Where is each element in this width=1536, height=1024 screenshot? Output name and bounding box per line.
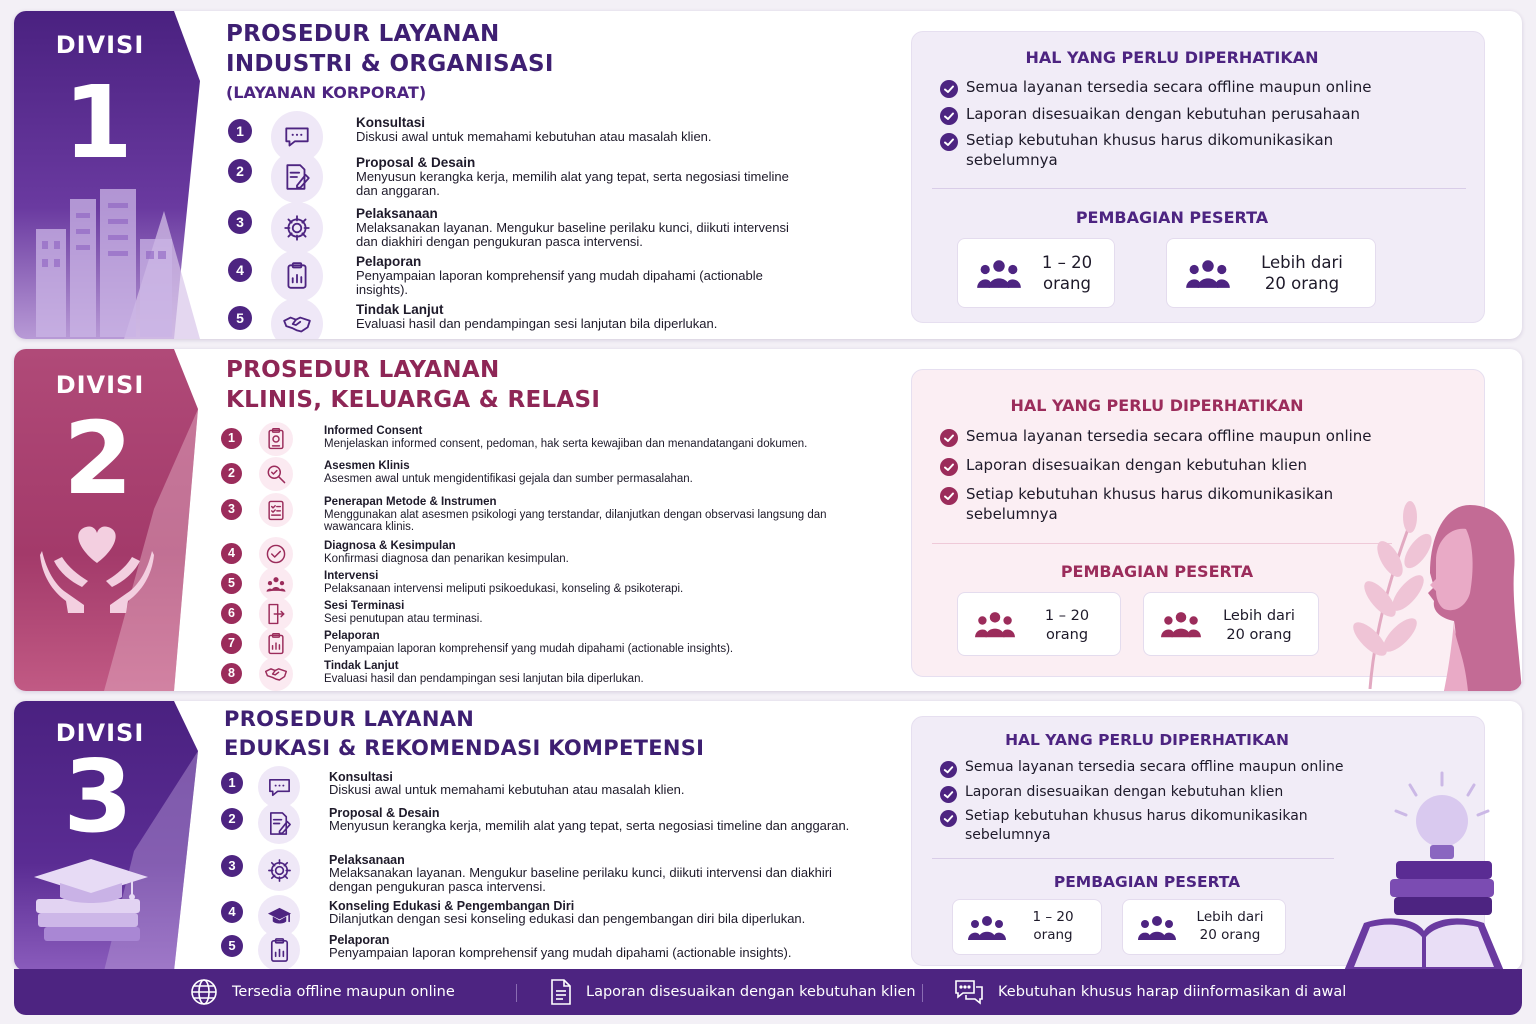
step-title: Tindak Lanjut [324, 660, 399, 672]
handshake-icon-badge [259, 657, 293, 691]
consent-form-icon [264, 427, 288, 451]
participant-line-2: orang [1033, 926, 1073, 943]
step-description: Evaluasi hasil dan pendampingan sesi lanjutan bila diperlukan. [324, 673, 644, 685]
chat-icon [266, 774, 293, 801]
check-icon [940, 458, 958, 476]
division-number: 3 [63, 738, 133, 855]
division-2-banner [14, 349, 200, 691]
consent-form-icon-badge [259, 422, 293, 456]
gear-icon-badge [258, 849, 300, 891]
title-line-2: KLINIS, KELUARGA & RELASI [226, 387, 601, 413]
report-icon-badge [258, 929, 300, 971]
step-number: 2 [221, 808, 243, 830]
notes-heading: HAL YANG PERLU DIPERHATIKAN [1025, 48, 1319, 67]
handshake-icon [282, 309, 312, 339]
step-number: 2 [228, 159, 252, 183]
division-label: DIVISI [55, 31, 145, 59]
section-divider [932, 858, 1334, 859]
gear-icon [266, 857, 293, 884]
participants-heading: PEMBAGIAN PESERTA [1053, 873, 1241, 891]
step-title: Proposal & Desain [356, 155, 476, 170]
step-title: Konseling Edukasi & Pengembangan Diri [329, 899, 575, 913]
division-3-panel [14, 701, 1522, 971]
participant-line-2: orang [1043, 274, 1091, 294]
participant-card [1122, 899, 1286, 955]
check-icon [940, 133, 958, 151]
check-icon [940, 761, 957, 778]
graduation-books-icon [32, 857, 150, 943]
footer-item-report [550, 969, 916, 1015]
step-description: Sesi penutupan atau terminasi. [324, 613, 483, 625]
title-line-1: PROSEDUR LAYANAN [224, 707, 475, 731]
document-icon [550, 978, 572, 1006]
document-edit-icon [282, 162, 312, 192]
step-title: Penerapan Metode & Instrumen [324, 496, 497, 508]
participants-heading: PEMBAGIAN PESERTA [1060, 562, 1254, 581]
people-group-icon [1185, 258, 1231, 295]
division-3-banner [14, 701, 200, 971]
note-text: Laporan disesuaikan dengan kebutuhan klien [965, 784, 1284, 800]
participant-count [1028, 252, 1106, 295]
step-description: Asesmen awal untuk mengidentifikasi gejala dan sumber permasalahan. [324, 473, 693, 485]
note-text: Laporan disesuaikan dengan kebutuhan klien [966, 456, 1307, 474]
check-icon [940, 80, 958, 98]
check-icon [940, 107, 958, 125]
step-description: Dilanjutkan dengan sesi konseling edukasi dan pengembangan diri bila diperlukan. [329, 911, 806, 926]
step-number: 8 [221, 663, 242, 684]
note-text: Semua layanan tersedia secara offline maupun online [965, 759, 1344, 775]
footer-text: Kebutuhan khusus harap diinformasikan di awal [998, 984, 1347, 1000]
woman-profile-icon [1414, 501, 1522, 691]
participant-card [957, 592, 1121, 656]
step-description: Menggunakan alat asesmen psikologi yang terstandar, dilanjutkan dengan observasi langsung dan wawancara klinis. [324, 509, 827, 534]
participant-count [1237, 252, 1367, 295]
step-number: 3 [221, 499, 242, 520]
step-description: Menjelaskan informed consent, pedoman, hak serta kewajiban dan menandatangani dokumen. [324, 438, 808, 450]
check-icon [940, 786, 957, 803]
people-group-icon [974, 610, 1016, 644]
participant-card [1166, 238, 1376, 308]
check-icon [940, 429, 958, 447]
step-number: 5 [228, 306, 252, 330]
title-line-2: INDUSTRI & ORGANISASI [226, 51, 554, 77]
step-title: Konsultasi [329, 770, 393, 784]
note-text: Laporan disesuaikan dengan kebutuhan perusahaan [966, 105, 1361, 123]
people-group-icon [264, 572, 288, 596]
report-icon-badge [259, 627, 293, 661]
participant-line-2: 20 orang [1199, 926, 1261, 943]
footer-divider [922, 984, 923, 1002]
document-edit-icon-badge [271, 151, 323, 203]
graduation-cap-icon [266, 903, 293, 930]
division-number: 1 [63, 64, 133, 181]
step-description: Diskusi awal untuk memahami kebutuhan atau masalah klien. [356, 129, 712, 144]
note-text: Setiap kebutuhan khusus harus dikomunikasikan sebelumnya [965, 808, 1308, 843]
checklist-icon [264, 498, 288, 522]
step-title: Pelaksanaan [329, 853, 405, 867]
lightbulb-books-icon [1324, 771, 1514, 971]
step-title: Sesi Terminasi [324, 600, 405, 612]
step-number: 1 [221, 772, 243, 794]
step-number: 5 [221, 935, 243, 957]
note-text: Semua layanan tersedia secara offline maupun online [966, 78, 1372, 96]
globe-icon [190, 978, 218, 1006]
magnifier-icon [264, 462, 288, 486]
participant-count [1013, 909, 1093, 944]
step-description: Penyampaian laporan komprehensif yang mudah dipahami (actionable insights). [329, 945, 792, 960]
footer-item-special-needs [954, 969, 1346, 1015]
footer-divider [516, 984, 517, 1002]
footer-text: Laporan disesuaikan dengan kebutuhan klien [586, 984, 916, 1000]
section-divider [932, 543, 1392, 544]
step-title: Asesmen Klinis [324, 460, 410, 472]
notes-heading: HAL YANG PERLU DIPERHATIKAN [1005, 731, 1289, 749]
division-3-title [224, 705, 704, 763]
footer-bar [14, 969, 1522, 1015]
check-circle-icon [264, 542, 288, 566]
document-edit-icon [266, 810, 293, 837]
title-line-1: PROSEDUR LAYANAN [226, 21, 500, 47]
division-label: DIVISI [55, 719, 145, 747]
exit-door-icon [264, 602, 288, 626]
participant-card [952, 899, 1102, 955]
check-icon [940, 487, 958, 505]
step-number: 1 [228, 119, 252, 143]
step-title: Pelaporan [324, 630, 380, 642]
notes-panel [911, 31, 1485, 323]
step-number: 2 [221, 463, 242, 484]
participant-line-1: 1 – 20 [1044, 608, 1090, 624]
step-description: Pelaksanaan intervensi meliputi psikoedukasi, konseling & psikoterapi. [324, 583, 684, 595]
note-text: Semua layanan tersedia secara offline maupun online [966, 427, 1372, 445]
document-edit-icon-badge [258, 802, 300, 844]
step-description: Konfirmasi diagnosa dan penarikan kesimpulan. [324, 553, 569, 565]
exit-door-icon-badge [259, 597, 293, 631]
note-text: Setiap kebutuhan khusus harus dikomunikasikan sebelumnya [966, 131, 1334, 170]
gear-icon-badge [271, 202, 323, 254]
participant-card [1143, 592, 1319, 656]
participant-line-2: 20 orang [1264, 274, 1340, 294]
step-number: 4 [221, 543, 242, 564]
participant-card [957, 238, 1115, 308]
participant-line-2: orang [1045, 626, 1089, 643]
footer-item-online [190, 969, 455, 1015]
step-title: Pelaporan [329, 933, 390, 947]
step-number: 4 [221, 901, 243, 923]
report-icon [266, 937, 293, 964]
step-description: Menyusun kerangka kerja, memilih alat yang tepat, serta negosiasi timeline dan anggaran. [329, 818, 850, 833]
step-description: Evaluasi hasil dan pendampingan sesi lanjutan bila diperlukan. [356, 316, 718, 331]
handshake-icon-badge [271, 298, 323, 339]
step-number: 4 [228, 258, 252, 282]
division-1-subtitle: (LAYANAN KORPORAT) [226, 83, 427, 102]
step-number: 7 [221, 633, 242, 654]
step-title: Proposal & Desain [329, 806, 440, 820]
step-title: Tindak Lanjut [356, 302, 444, 317]
title-line-1: PROSEDUR LAYANAN [226, 357, 500, 383]
participant-line-1: Lebih dari [1196, 909, 1264, 925]
check-icon [940, 810, 957, 827]
division-label: DIVISI [55, 371, 145, 399]
step-title: Informed Consent [324, 425, 423, 437]
division-1-title [226, 19, 554, 79]
check-circle-icon-badge [259, 537, 293, 571]
report-icon-badge [271, 250, 323, 302]
participants-heading: PEMBAGIAN PESERTA [1075, 208, 1269, 227]
people-group-icon-badge [259, 567, 293, 601]
step-title: Intervensi [324, 570, 379, 582]
step-description: Penyampaian laporan komprehensif yang mudah dipahami (actionable insights). [324, 643, 734, 655]
title-line-2: EDUKASI & REKOMENDASI KOMPETENSI [224, 736, 705, 760]
magnifier-icon-badge [259, 457, 293, 491]
gear-icon [282, 213, 312, 243]
chat-icon [282, 122, 312, 152]
step-description: Penyampaian laporan komprehensif yang mudah dipahami (actionable insights). [356, 268, 763, 297]
people-group-icon [967, 914, 1007, 947]
division-1-banner [14, 11, 200, 339]
people-group-icon [976, 258, 1022, 295]
participant-count [1022, 607, 1112, 645]
participant-line-1: 1 – 20 [1032, 909, 1074, 925]
step-title: Konsultasi [356, 115, 426, 130]
division-2-panel [14, 349, 1522, 691]
footer-text: Tersedia offline maupun online [232, 984, 455, 1000]
step-number: 5 [221, 573, 242, 594]
participant-line-2: 20 orang [1226, 626, 1292, 643]
heart-hands-icon [38, 521, 156, 613]
division-1-panel [14, 11, 1522, 339]
step-title: Pelaksanaan [356, 206, 438, 221]
report-icon [282, 261, 312, 291]
step-description: Diskusi awal untuk memahami kebutuhan atau masalah klien. [329, 782, 685, 797]
participant-line-1: Lebih dari [1261, 253, 1343, 272]
step-number: 3 [228, 210, 252, 234]
chat-bubbles-icon [954, 978, 984, 1006]
note-text: Setiap kebutuhan khusus harus dikomunikasikan sebelumnya [966, 485, 1334, 524]
section-divider [932, 188, 1466, 189]
step-description: Melaksanakan layanan. Mengukur baseline perilaku kunci, diikuti intervensi dan diakhiri dengan pengukuran pasca intervensi. [356, 220, 789, 249]
people-group-icon [1160, 610, 1202, 644]
step-description: Melaksanakan layanan. Mengukur baseline perilaku kunci, diikuti intervensi dan diakhiri dengan pengukuran pasca intervensi. [329, 865, 832, 894]
buildings-icon [28, 189, 178, 337]
checklist-icon-badge [259, 493, 293, 527]
participant-line-1: Lebih dari [1223, 608, 1295, 624]
step-number: 6 [221, 603, 242, 624]
step-description: Menyusun kerangka kerja, memilih alat yang tepat, serta negosiasi timeline dan anggaran. [356, 169, 789, 198]
handshake-icon [264, 662, 288, 686]
step-number: 3 [221, 855, 243, 877]
report-icon [264, 632, 288, 656]
people-group-icon [1137, 914, 1177, 947]
step-number: 1 [221, 428, 242, 449]
participant-count [1183, 909, 1277, 944]
participant-count [1208, 607, 1310, 645]
division-2-title [226, 355, 600, 415]
division-number: 2 [63, 400, 133, 517]
notes-heading: HAL YANG PERLU DIPERHATIKAN [1010, 396, 1304, 415]
step-title: Pelaporan [356, 254, 422, 269]
participant-line-1: 1 – 20 [1041, 253, 1093, 272]
step-title: Diagnosa & Kesimpulan [324, 540, 456, 552]
